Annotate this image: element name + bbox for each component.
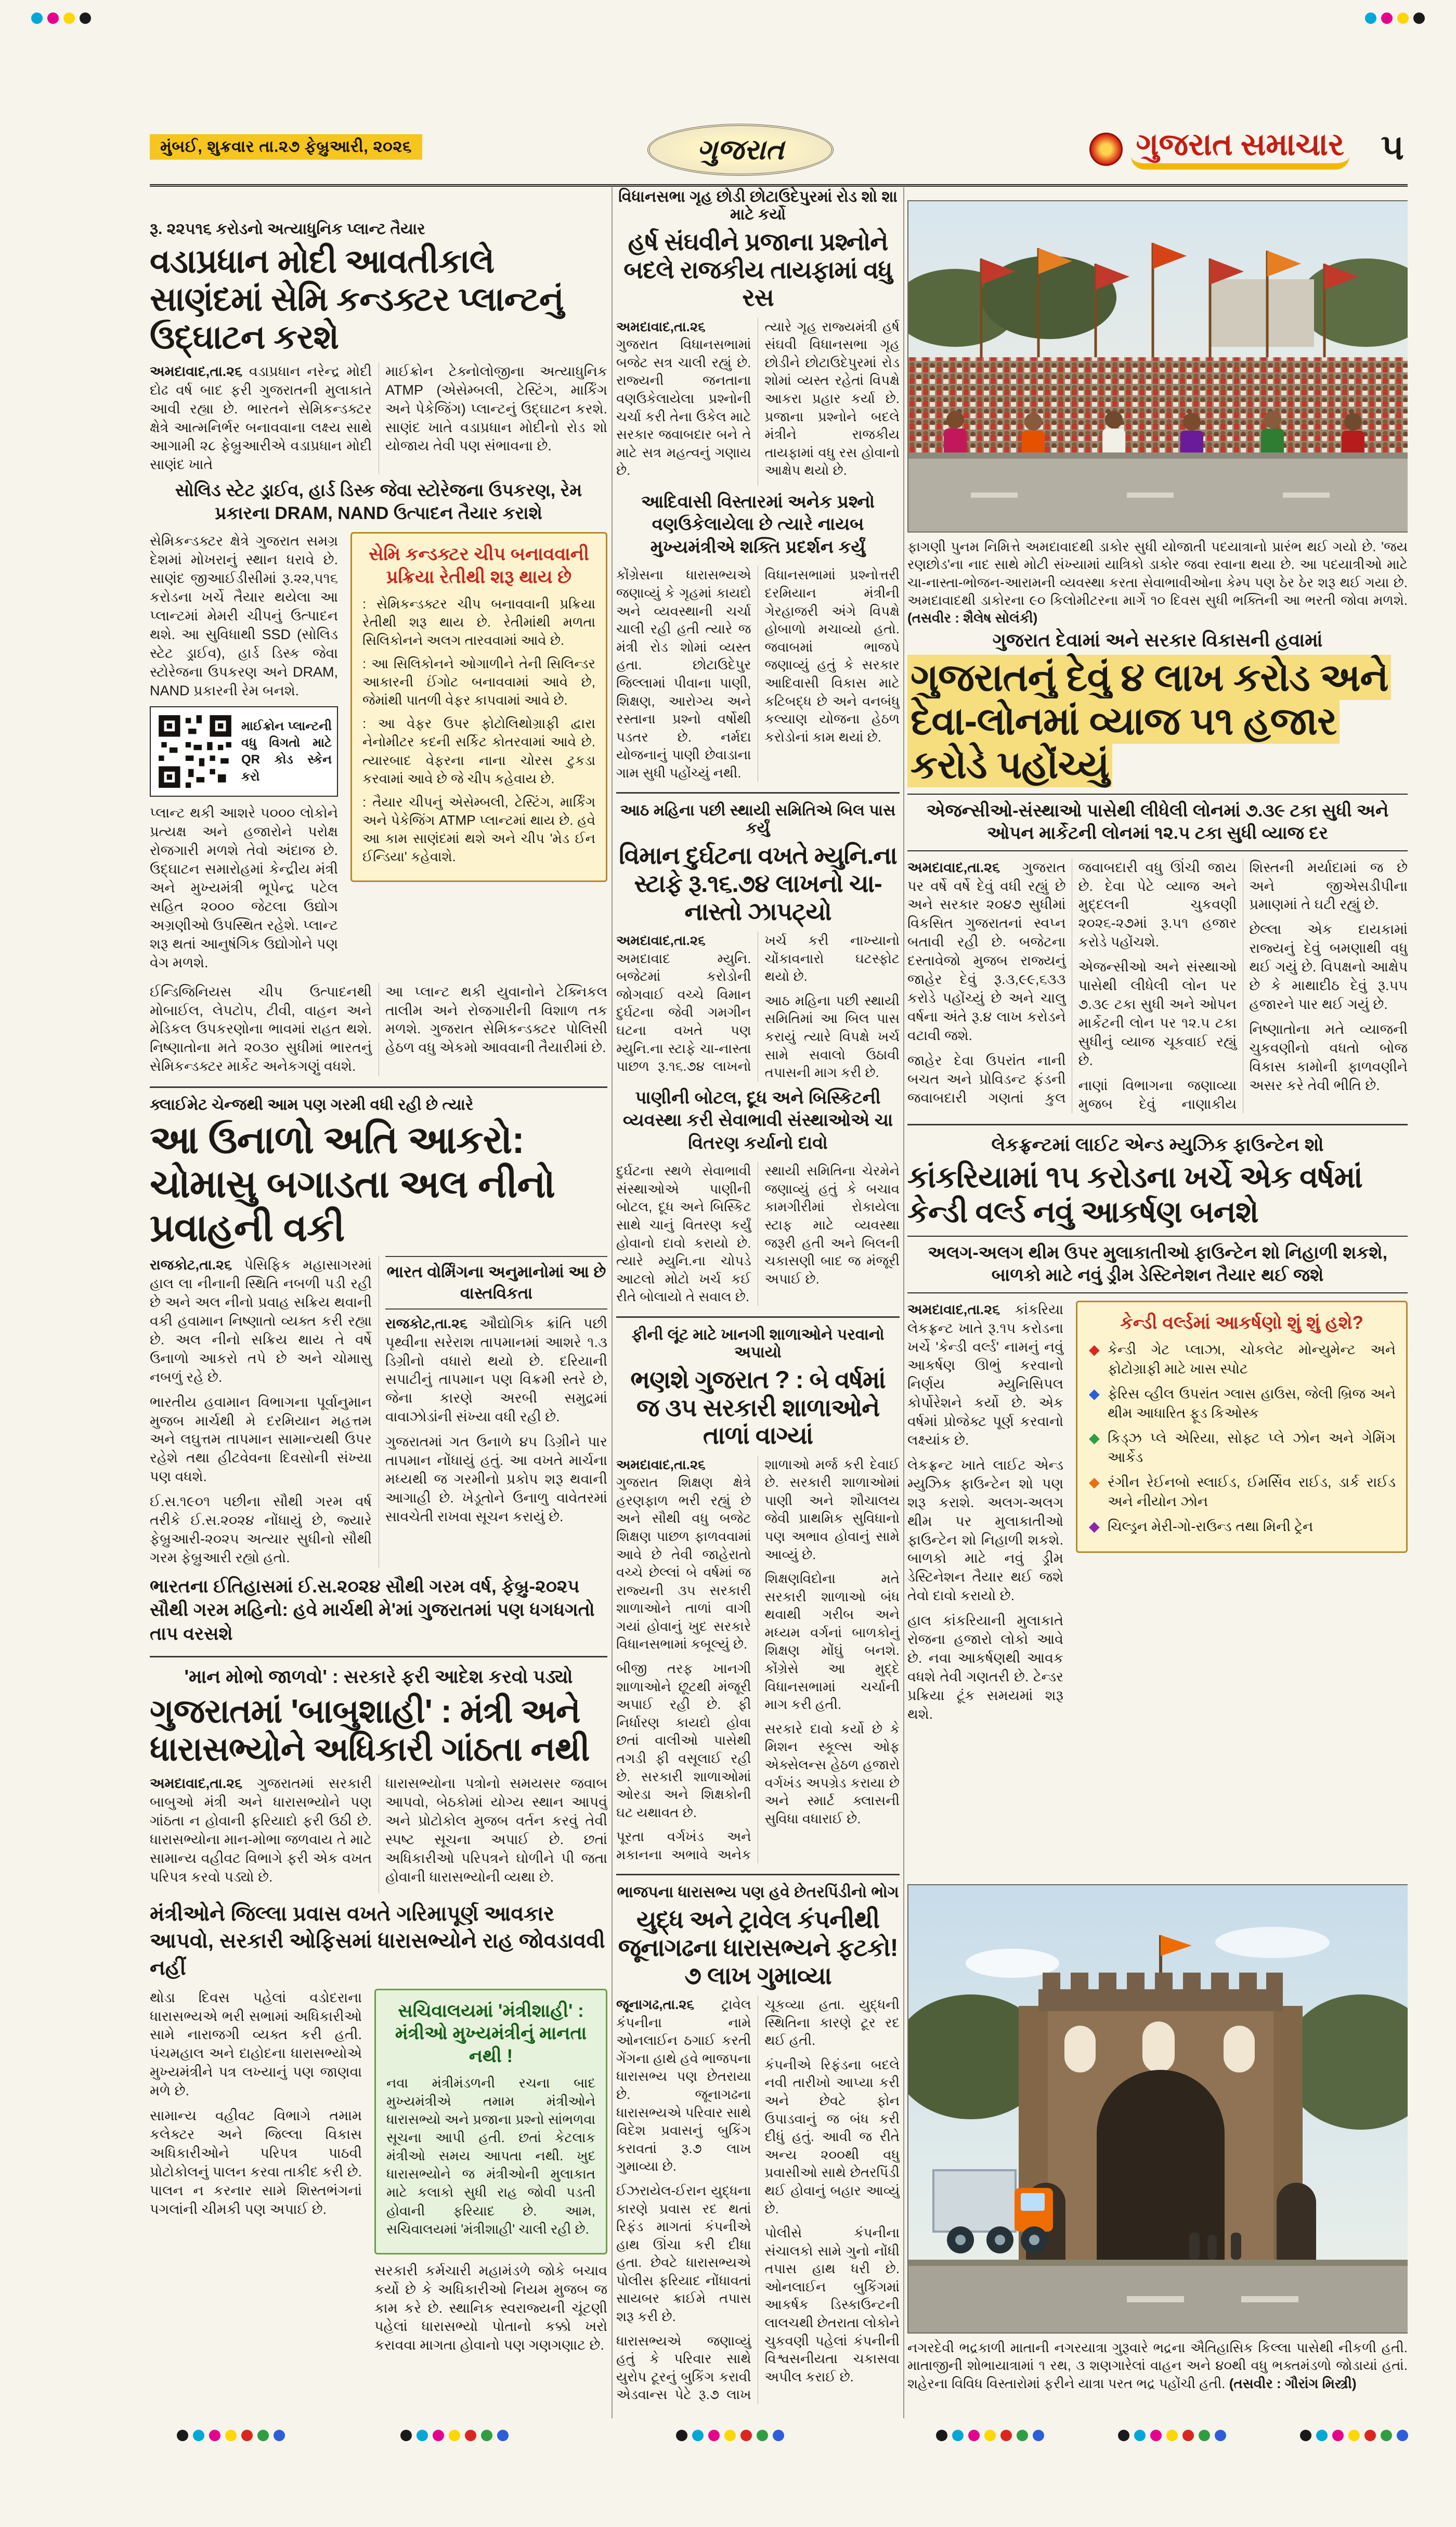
article-body (616, 1456, 900, 1864)
print-color-strip (177, 2430, 285, 2441)
body-paragraph: આઠ મહિના પછી સ્થાયી સમિતિમાં આ બિલ પાસ કરાયું ત્યારે વિપક્ષે ખર્ચ સામે સવાલો ઉઠાવી તપાસની માગ કરી છે. (764, 992, 900, 1081)
article-body (150, 1989, 362, 2225)
body-paragraph (150, 1774, 372, 1886)
kicker: ભાજપના ધારાસભ્ય પણ હવે છેતરપિંડીનો ભોગ (617, 1884, 899, 1901)
article-body (616, 566, 900, 782)
kicker: 'માન મોભો જાળવો' : સરકારે ફરી આદેશ કરવો પડ્યો (184, 1666, 573, 1688)
headline (907, 656, 1408, 787)
article-body (150, 1774, 607, 1893)
dateline: અમદાવાદ,તા.૨૬ (616, 932, 706, 949)
dateline: અમદાવાદ,તા.૨૬ (150, 1776, 243, 1792)
box-body: નવા મંત્રીમંડળની રચના બાદ મુખ્યમંત્રીએ તમામ મંત્રીઓને ધારાસભ્યો અને પ્રજાના પ્રશ્નો સાંભળવા સૂચના આપી હતી. છતાં કેટલાક મંત્રીઓ સમય આપતા નથી. ખુદ ધારાસભ્યોને જ મંત્રીઓની મુલાકાત માટે કલાકો સુધી રાહ જોવી પડતી હોવાની ફરિયાદ છે. આમ, સચિવાલયમાં 'મંત્રીશાહી' ચાલી રહી છે. (386, 2075, 595, 2237)
body-paragraph: સરકારી કર્મચારી મહામંડળે જોકે બચાવ કર્યો છે કે અધિકારીઓ નિયમ મુજબ જ કામ કરે છે. સ્થાનિક સ્વરાજ્યની ચૂંટણી પહેલાં ધારાસભ્યો પોતાનો કક્કો ખરો કરાવવા માગતા હોવાનો પણ ગણગણાટ છે. (374, 2262, 607, 2353)
article-body (616, 1995, 900, 2404)
article-muni-tea-bill (616, 792, 900, 1306)
photo-caption (907, 2339, 1408, 2392)
body-paragraph: લેકફ્રન્ટ ખાતે લાઈટ એન્ડ મ્યુઝિક ફાઉન્ટેન શો પણ શરૂ કરાશે. અલગ-અલગ થીમ પર મુલાકાતીઓ ફાઉન્ટેન શો નિહાળી શકશે. બાળકો માટે નવું ડ્રીમ ડેસ્ટિનેશન તૈયાર થઈ જશે તેવો દાવો કરાયો છે. (907, 1457, 1063, 1604)
subheadline: અલગ-અલગ થીમ ઉપર મુલાકાતીઓ ફાઉન્ટેન શો નિહાળી શકશે, બાળકો માટે નવું ડ્રીમ ડેસ્ટિનેશન તૈયાર થઈ જશે (907, 1236, 1408, 1293)
print-color-strip (1118, 2430, 1226, 2441)
body-paragraph: નિષ્ણાતોના મતે વ્યાજની ચુકવણીનો વધતો બોજ વિકાસ કામોની ફાળવણીને અસર કરે તેવી ભીતિ છે. (1249, 1021, 1408, 1093)
body-paragraph (616, 1456, 751, 1653)
article-babushahi (150, 1656, 607, 2361)
masthead-emblem-icon (1089, 133, 1123, 166)
box-item: ◆ કેન્ડી ગેટ પ્લાઝા, ચોકલેટ મોન્યુમેન્ટ અને ફોટોગ્રાફી માટે ખાસ સ્પોટ (1088, 1340, 1396, 1378)
middle-column-group (616, 186, 900, 2418)
article-body (616, 931, 900, 1082)
body-paragraph: ધારાસભ્યોના પત્રોનો સમયસર જવાબ આપવો, બેઠકોમાં યોગ્ય સ્થાન આપવું અને પ્રોટોકોલ મુજબ વર્તન કરવું તેવી સ્પષ્ટ સૂચના અપાઈ છે. છતાં અધિકારીઓ પરિપત્રને ઘોળીને પી જતા હોવાની ધારાસભ્યોની વ્યથા છે. (385, 1776, 607, 1885)
body-paragraph (385, 1315, 607, 1427)
headline: આ ઉનાળો અતિ આકરો: ચોમાસુ બગાડતા અલ નીનો પ્રવાહની વકી (150, 1118, 555, 1249)
box-item: ◆ ફેરિસ વ્હીલ ઉપરાંત ગ્લાસ હાઉસ, જેલી બ્રિજ અને થીમ આધારિત ફૂડ કિઓસ્ક (1088, 1384, 1396, 1422)
box-item: : સેમિકન્ડક્ટર ચીપ બનાવવાની પ્રક્રિયા રેતીથી શરૂ થાય છે. રેતીમાંથી મળતા સિલિકોનને અલગ તારવવામાં આવે છે. (362, 595, 595, 649)
article-gujarat-debt (907, 629, 1408, 1114)
photo-caption (907, 538, 1408, 627)
body-text: ગુજરાતમાં સરકારી બાબુઓ મંત્રી અને ધારાસભ્યોને પણ ગાંઠતા ન હોવાની ફરિયાદો ફરી ઉઠી છે. ધારાસભ્યોના માન-મોભા જળવાય તે માટે સામાન્ય વહીવટ વિભાગે ફરી એક વખત પરિપત્ર કરવો પડ્યો છે. (150, 1776, 372, 1885)
article-columns (907, 1301, 1408, 1730)
photo-credit: (તસવીર : શૈલેષ સોલંકી) (907, 610, 1038, 626)
subheadline: સોલિડ સ્ટેટ ડ્રાઈવ, હાર્ડ ડિસ્ક જેવા સ્ટોરેજના ઉપકરણ, રેમ પ્રકારના DRAM, NAND ઉત્પાદન તૈયાર કરાશે (175, 481, 582, 523)
right-column-group (907, 200, 1408, 2418)
headline: કાંકરિયામાં ૧૫ કરોડના ખર્ચે એક વર્ષમાં કેન્ડી વર્લ્ડ નવું આકર્ષણ બનશે (907, 1160, 1362, 1229)
article-body (150, 1256, 607, 1567)
kicker: વિધાનસભા ગૃહ છોડી છોટાઉદેપુરમાં રોડ શો શા માટે કર્યો (618, 188, 898, 223)
kicker: આઠ મહિના પછી સ્થાયી સમિતિએ બિલ પાસ કર્યું (620, 802, 896, 837)
body-paragraph (616, 318, 751, 480)
body-paragraph: નાણાં વિભાગના જણાવ્યા મુજબ દેવું નાણાકીય શિસ્તની મર્યાદામાં જ છે અને જીએસડીપીના પ્રમાણમાં તે ઘટી રહ્યું છે. (1078, 859, 1408, 1112)
body-paragraph: પોલીસે કંપનીના સંચાલકો સામે ગુનો નોંધી તપાસ હાથ ધરી છે. ઓનલાઈન બુકિંગમાં આકર્ષક ડિસ્કાઉન્ટની લાલચથી છેતરાતા લોકોને ચુકવણી પહેલાં કંપનીની વિશ્વસનીયતા ચકાસવા અપીલ કરાઈ છે. (764, 2225, 900, 2385)
kicker: ફીની લૂંટ માટે ખાનગી શાળાઓને પરવાનો અપાયો (631, 1326, 885, 1361)
headline: યુદ્ધ અને ટ્રાવેલ કંપનીથી જૂનાગઢના ધારાસભ્યને ફટકો! ૭ લાખ ગુમાવ્યા (618, 1906, 898, 1989)
body-text: વડાપ્રધાન નરેન્દ્ર મોદી દોઢ વર્ષ બાદ ફરી ગુજરાતની મુલાકાતે આવી રહ્યા છે. ભારતને સેમિકન્ડક્ટર ક્ષેત્રે આત્મનિર્ભર બનાવવાના લક્ષ્ય સાથે આગામી ૨૮ ફેબ્રુઆરીએ વડાપ્રધાન મોદી સાણંદ ખાતે (150, 363, 372, 473)
body-paragraph: જાહેર દેવા ઉપરાંત નાની બચત અને પ્રોવિડન્ટ ફંડની જવાબદારી ગણતાં કુલ જવાબદારી વધુ ઊંચી જાય છે. દેવા પેટે વ્યાજ અને મુદ્દલની ચુકવણી ૨૦૨૬-૨૭માં રૂ.૫૧ હજાર કરોડે પહોંચશે. (907, 859, 1237, 1106)
body-paragraph: ત્યારે ગૃહ રાજ્યમંત્રી હર્ષ સંઘવી વિધાનસભા ગૃહ છોડીને છોટાઉદેપુરમાં રોડ શોમાં વ્યસ્ત રહેતાં વિપક્ષે આકરા પ્રહાર કર્યા છે. પ્રજાના પ્રશ્નોને બદલે મંત્રીને રાજકીય તાયફામાં વધુ રસ હોવાનો આક્ષેપ થયો છે. (764, 318, 900, 478)
article-kankaria-candy-world (907, 1124, 1408, 1730)
kicker: ગુજરાત દેવામાં અને સરકાર વિકાસની હવામાં (992, 629, 1323, 651)
box-title: સચિવાલયમાં 'મંત્રીશાહી' : મંત્રીઓ મુખ્યમંત્રીનું માનતા નથી ! (395, 2000, 587, 2067)
subheadline: એજન્સીઓ-સંસ્થાઓ પાસેથી લીધેલી લોનમાં ૭.૩૯ ટકા સુધી અને ઓપન માર્કેટની લોનમાં ૧૨.૫ ટકા સુધી વ્યાજ દર (907, 794, 1408, 851)
box-item: ◆ કિડ્ઝ પ્લે એરિયા, સોફ્ટ પ્લે ઝોન અને ગેમિંગ આર્કેડ (1088, 1429, 1396, 1467)
body-paragraph: શિક્ષણવિદોના મતે સરકારી શાળાઓ બંધ થવાથી ગરીબ અને મધ્યમ વર્ગનાં બાળકોનું શિક્ષણ મોંઘું બનશે. કોંગ્રેસે આ મુદ્દે વિધાનસભામાં ચર્ચાની માગ કરી હતી. (764, 1571, 900, 1713)
body-paragraph (907, 1301, 1063, 1450)
body-paragraph: ગુજરાતમાં ગત ઉનાળે ૪૫ ડિગ્રીને પાર તાપમાન નોંધાયું હતું. આ વખતે માર્ચના મધ્યથી જ ગરમીનો પ્રકોપ શરૂ થવાની આગાહી છે. ખેડૂતોને ઉનાળુ વાવેતરમાં સાવચેતી રાખવા સૂચન કરાયું છે. (385, 1434, 607, 1524)
body-text: ઔદ્યોગિક ક્રાંતિ પછી પૃથ્વીના સરેરાશ તાપમાનમાં આશરે ૧.૩ ડિગ્રીનો વધારો થયો છે. દરિયાની સપાટીનું તાપમાન પણ વિક્રમી સ્તરે છે, જેના કારણે અરબી સમુદ્રમાં વાવાઝોડાંની સંખ્યા વધી રહી છે. (385, 1315, 607, 1425)
body-paragraph: પૂરતા વર્ગખંડ અને મકાનના અભાવે અનેક શાળાઓ મર્જ કરી દેવાઈ છે. સરકારી શાળાઓમાં પાણી અને શૌચાલય જેવી પ્રાથમિક સુવિધાનો પણ અભાવ હોવાનું સામે આવ્યું છે. (616, 1456, 900, 1862)
body-paragraph: પ્લાન્ટ થકી આશરે ૫૦૦૦ લોકોને પ્રત્યક્ષ અને હજારોને પરોક્ષ રોજગારી મળશે તેવો અંદાજ છે. ઉદ્ઘાટન સમારોહમાં કેન્દ્રીય મંત્રી અને મુખ્યમંત્રી ભૂપેન્દ્ર પટેલ સહિત ૨૦૦૦ જેટલા ઉદ્યોગ અગ્રણીઓ ઉપસ્થિત રહેશે. પ્લાન્ટ શરૂ થતાં આનુષંગિક ઉદ્યોગોને પણ વેગ મળશે. (150, 805, 338, 970)
body-paragraph: કંપનીએ રિફંડના બદલે નવી તારીખો આપ્યા કરી અને છેવટે ફોન ઉપાડવાનું જ બંધ કરી દીધું હતું. આવી જ રીતે અન્ય ૨૦૦થી વધુ પ્રવાસીઓ સાથે છેતરપિંડી થઈ હોવાનું બહાર આવ્યું છે. (764, 2056, 900, 2217)
body-paragraph: સરકારે દાવો કર્યો છે કે મિશન સ્કૂલ્સ ઓફ એક્સેલન્સ હેઠળ હજારો વર્ગખંડ અપગ્રેડ કરાયા છે અને સ્માર્ટ ક્લાસની સુવિધા વધારાઈ છે. (764, 1720, 900, 1826)
dateline: અમદાવાદ,તા.૨૬ (907, 1301, 1000, 1317)
photo-credit: (તસવીર : ગૌરાંગ મિસ્ત્રી) (1229, 2375, 1357, 2391)
body-paragraph: છેલ્લા એક દાયકામાં રાજ્યનું દેવું બમણાથી વધુ થઈ ગયું છે. વિપક્ષનો આક્ષેપ છે કે માથાદીઠ દેવું રૂ.૫૫ હજારને પાર થઈ ગયું છે. (1249, 922, 1408, 1013)
body-text: ગુજરાત શિક્ષણ ક્ષેત્રે હરણફાળ ભરી રહ્યું છે અને સૌથી વધુ બજેટ શિક્ષણ પાછળ ફાળવવામાં આવે છે તેવી જાહેરાતો વચ્ચે છેલ્લાં બે વર્ષમાં જ રાજ્યની ૩૫ સરકારી શાળાઓને તાળાં વાગી ગયાં હોવાનું ખુદ સરકારે વિધાનસભામાં કબૂલ્યું છે. (616, 1474, 751, 1652)
body-text: પેસિફિક મહાસાગરમાં હાલ લા નીનાની સ્થિતિ નબળી પડી રહી છે અને અલ નીનો પ્રવાહ સક્રિય થવાની વકી હવામાન નિષ્ણાતો વ્યક્ત કરી રહ્યા છે. અલ નીનો સક્રિય થાય તે વર્ષે ઉનાળો આકરો તપે છે અને ચોમાસુ નબળું રહે છે. (150, 1257, 372, 1385)
left-column-group (150, 218, 607, 2418)
article-body (374, 2262, 607, 2355)
article-body (150, 532, 338, 978)
body-paragraph (150, 362, 372, 474)
body-paragraph: સ્થાયી સમિતિના ચેરમેને જણાવ્યું હતું કે બચાવ કામગીરીમાં રોકાયેલા સ્ટાફ માટે વ્યવસ્થા જરૂરી હતી અને બિલની ચકાસણી બાદ જ મંજૂરી અપાઈ છે. (764, 1163, 900, 1287)
body-paragraph (150, 1256, 372, 1386)
registration-marks (31, 12, 91, 24)
body-paragraph (907, 859, 1066, 1045)
article-body (907, 1301, 1063, 1730)
qr-code (156, 712, 234, 791)
gate-photo-illustration (907, 1884, 1408, 2334)
body-paragraph (616, 1995, 751, 2175)
article-harsh-sanghvi (616, 188, 900, 782)
body-paragraph: ઈન્ડિજિનિયસ ચીપ ઉત્પાદનથી મોબાઈલ, લેપટોપ, ટીવી, વાહન અને મેડિકલ ઉપકરણોના ભાવમાં રાહત થશે. નિષ્ણાતોના મતે ૨૦૩૦ સુધીમાં ભારતનું સેમિકન્ડક્ટર માર્કેટ અનેકગણું વધશે. (150, 983, 372, 1074)
gate-photo (907, 1884, 1408, 2392)
headline: ભણશે ગુજરાત ? : બે વર્ષમાં જ ૩૫ સરકારી શાળાઓને તાળાં વાગ્યાં (630, 1365, 886, 1449)
body-paragraph: ધારાસભ્યએ જણાવ્યું હતું કે પરિવાર સાથે યુરોપ ટૂરનું બુકિંગ કરાવી એડવાન્સ પેટે રૂ.૭ લાખ ચૂકવ્યા હતા. યુદ્ધની સ્થિતિના કારણે ટૂર રદ થઈ હતી. (616, 1997, 900, 2403)
procession-photo-illustration (907, 200, 1408, 533)
registration-marks (1365, 12, 1425, 24)
body-paragraph: હાલ કાંકરિયાની મુલાકાતે રોજના હજારો લોકો આવે છે. નવા આકર્ષણથી આવક વધશે તેવી ગણતરી છે. ટેન્ડર પ્રક્રિયા ટૂંક સમયમાં શરૂ થશે. (907, 1613, 1063, 1722)
dateline: રાજકોટ,તા.૨૬ (385, 1315, 468, 1331)
body-text: ગુજરાત પર વર્ષે વર્ષે દેવું વધી રહ્યું છે અને સરકાર ૨૦૪૭ સુધીમાં વિકસિત ગુજરાતનાં સ્વપ્ન બતાવી રહી છે. બજેટના દસ્તાવેજો મુજબ રાજ્યનું જાહેર દેવું રૂ.૩,૯૯,૬૩૩ કરોડે પહોંચ્યું છે અને ચાલુ વર્ષના અંતે રૂ.૪ લાખ કરોડને વટાવી જશે. (907, 859, 1066, 1043)
procession-photo (907, 200, 1408, 627)
article-body (616, 1162, 900, 1306)
qr-panel (150, 706, 338, 797)
body-paragraph: એજન્સીઓ અને સંસ્થાઓ પાસેથી લીધેલી લોન પર ૭.૩૯ ટકા સુધી અને ઓપન માર્કેટની લોન પર ૧૨.૫ ટકા સુધીનું વ્યાજ ચૂકવાઈ રહ્યું છે. (1078, 959, 1237, 1068)
body-paragraph: આ પ્લાન્ટ થકી યુવાનોને ટેક્નિકલ તાલીમ અને રોજગારીની વિશાળ તક મળશે. ગુજરાત સેમિકન્ડક્ટર પોલિસી હેઠળ વધુ એકમો આવવાની તૈયારીમાં છે. (385, 983, 607, 1056)
kicker: રૂ. ૨૨૫૧૬ કરોડનો અત્યાધુનિક પ્લાન્ટ તૈયાર (150, 221, 425, 238)
body-paragraph: વિધાનસભામાં પ્રશ્નોત્તરી દરમિયાન મંત્રીની ગેરહાજરી અંગે વિપક્ષે હોબાળો મચાવ્યો હતો. જવાબમાં ભાજપે જણાવ્યું હતું કે સરકાર આદિવાસી વિકાસ માટે કટિબદ્ધ છે અને વનબંધુ કલ્યાણ યોજના હેઠળ કરોડોનાં કામ થયાં છે. (764, 567, 900, 745)
headline: હર્ષ સંઘવીને પ્રજાના પ્રશ્નોને બદલે રાજકીય તાયફામાં વધુ રસ (623, 228, 892, 312)
print-color-strip (936, 2430, 1044, 2441)
page-number: ૫ (1381, 127, 1404, 167)
print-color-strip (676, 2430, 784, 2441)
kicker: ક્લાઈમેટ ચેન્જથી આમ પણ ગરમી વધી રહી છે ત્યારે (150, 1096, 474, 1114)
qr-caption: માઈક્રોન પ્લાન્ટની વધુ વિગતો માટે QR કોડ સ્કેન કરો (241, 719, 332, 784)
headline-highlight: ગુજરાતનું દેવું ૪ લાખ કરોડ અને દેવા-લોનમાં વ્યાજ ૫૧ હજાર કરોડે પહોંચ્યું (907, 655, 1391, 788)
masthead-logo: ગુજરાત સમાચાર (1131, 129, 1349, 170)
article-sidebar (374, 1989, 607, 2362)
section-title: ગુજરાત (697, 134, 784, 165)
headline: વડાપ્રધાન મોદી આવતીકાલે સાણંદમાં સેમિ કન્ડક્ટર પ્લાન્ટનું ઉદ્ઘાટન કરશે (150, 242, 564, 356)
gate-photo-block (907, 1881, 1408, 2392)
body-text: અમદાવાદ મ્યુનિ. બજેટમાં કરોડોની જોગવાઈ વચ્ચે વિમાન દુર્ઘટના જેવી ગમગીન ઘટના વખતે પણ મ્યુનિ.ના સ્ટાફે ચા-નાસ્તા પાછળ રૂ.૧૬.૭૪ લાખનો ખર્ચ કરી નાખ્યાનો ચોંકાવનારો ઘટસ્ફોટ થયો છે. (616, 932, 900, 1074)
article-mla-travel-fraud (616, 1874, 900, 2403)
body-text: કાંકરિયા લેકફ્રન્ટ ખાતે રૂ.૧૫ કરોડના ખર્ચે 'કેન્ડી વર્લ્ડ' નામનું નવું આકર્ષણ ઊભું કરવાનો નિર્ણય મ્યુનિસિપલ કોર્પોરેશને કર્યો છે. એક વર્ષમાં પ્રોજેક્ટ પૂર્ણ કરવાનો લક્ષ્યાંક છે. (907, 1301, 1063, 1448)
caption-text: નગરદેવી ભદ્રકાળી માતાની નગરયાત્રા ગુરૂવારે ભદ્રના ઐતિહાસિક કિલ્લા પાસેથી નીકળી હતી. માતાજીની શોભાયાત્રામાં ૧ રથ, ૩ શણગારેલાં વાહન અને ૪૦થી વધુ ભક્તમંડળો જોડાયાં હતાં. શહેરના વિવિધ વિસ્તારોમાં ફરીને યાત્રા પરત ભદ્ર પહોંચી હતી. (907, 2340, 1408, 2391)
body-text: ગુજરાત વિધાનસભામાં બજેટ સત્ર ચાલી રહ્યું છે. રાજ્યની જનતાના વણઉકેલાયેલા પ્રશ્નોની ચર્ચા કરી તેના ઉકેલ માટે સરકાર જવાબદાર બને તે માટે સત્ર મહત્વનું ગણાય છે. (616, 336, 751, 478)
box-item: : આ વેફર ઉપર ફોટોલિથોગ્રાફી દ્વારા નેનોમીટર કદની સર્કિટ કોતરવામાં આવે છે. ત્યારબાદ વેફરના નાના ચોરસ ટુકડા કરવામાં આવે છે જે ચીપ કહેવાય છે. (362, 716, 595, 786)
box-item: ◆ રંગીન રેઈનબો સ્લાઈડ, ઈમર્સિવ રાઈડ, ડાર્ક રાઈડ અને નીયોન ઝોન (1088, 1473, 1396, 1511)
subheadline: આદિવાસી વિસ્તારમાં અનેક પ્રશ્નો વણઉકેલાયેલા છે ત્યારે નાયબ મુખ્યમંત્રીએ શક્તિ પ્રદર્શન કર્યું (641, 491, 875, 557)
box-title: કેન્ડી વર્લ્ડમાં આકર્ષણો શું શું હશે? (1120, 1312, 1363, 1333)
dateline: અમદાવાદ,તા.૨૬ (150, 363, 243, 379)
infobox-candy-world (1076, 1301, 1408, 1553)
box-item: : આ સિલિકોનને ઓગાળીને તેની સિલિન્ડર આકારની ઈંગોટ બનાવવામાં આવે છે, જેમાંથી પાતળી વેફર કાપવામાં આવે છે. (362, 656, 595, 708)
article-columns (150, 1989, 607, 2362)
article-body (150, 362, 607, 474)
standfirst: ભારતના ઈતિહાસમાં ઈ.સ.૨૦૨૪ સૌથી ગરમ વર્ષ, ફેબ્રુ-૨૦૨૫ સૌથી ગરમ મહિનો: હવે માર્ચથી મે'માં ગુજરાતમાં પણ ધગધગતો તાપ વરસશે (150, 1576, 595, 1644)
column-rule (612, 187, 613, 2418)
masthead (1089, 129, 1349, 170)
article-columns (150, 532, 607, 978)
article-body (907, 859, 1408, 1114)
box-title: સેમિ કન્ડક્ટર ચીપ બનાવવાની પ્રક્રિયા રેતીથી શરૂ થાય છે (369, 544, 589, 588)
standfirst: મંત્રીઓને જિલ્લા પ્રવાસ વખતે ગરિમાપૂર્ણ આવકાર આપવો, સરકારી ઓફિસમાં ધારાસભ્યોને રાહ જોવડાવવી નહીં (150, 1902, 605, 1979)
section-banner (647, 124, 834, 176)
dateline: અમદાવાદ,તા.૨૬ (616, 1456, 706, 1472)
body-paragraph: ભારતીય હવામાન વિભાગના પૂર્વાનુમાન મુજબ માર્ચથી મે દરમિયાન મહત્તમ અને લઘુત્તમ તાપમાન સામાન્યથી ઉપર રહેશે તથા હીટવેવના દિવસોની સંખ્યા પણ વધશે. (150, 1394, 372, 1485)
body-paragraph: માઈક્રોન ટેક્નોલોજીના અત્યાધુનિક ATMP (એસેમ્બલી, ટેસ્ટિંગ, માર્કિંગ અને પેકેજિંગ) પ્લાન્ટનું ઉદ્ઘાટન કરશે. સાણંદ ખાતે વડાપ્રધાન મોદીનો રોડ શો યોજાય તેવી પણ સંભાવના છે. (385, 363, 607, 454)
body-paragraph: ઈ.સ.૧૯૦૧ પછીના સૌથી ગરમ વર્ષ તરીકે ઈ.સ.૨૦૨૪ નોંધાયું છે, જ્યારે ફેબ્રુઆરી-૨૦૨૫ અત્યાર સુધીનો સૌથી ગરમ ફેબ્રુઆરી રહ્યો હતો. (150, 1494, 372, 1565)
dateline: રાજકોટ,તા.૨૬ (150, 1257, 232, 1273)
print-color-strip (400, 2430, 509, 2441)
article-body (616, 318, 900, 486)
body-paragraph: દુર્ઘટના સ્થળે સેવાભાવી સંસ્થાઓએ પાણીની બોટલ, દૂધ અને બિસ્કિટ સાથે ચાનું વિતરણ કર્યું હોવાનો દાવો કરાયો છે. ત્યારે મ્યુનિ.ના ચોપડે આટલો મોટો ખર્ચ કઈ રીતે બોલાયો તે સવાલ છે. (616, 1163, 751, 1305)
article-semiconductor-plant (150, 221, 607, 1076)
crosshead: ભારત વોર્મિંગના અનુમાનોમાં આ છે વાસ્તવિકતા (385, 1256, 607, 1309)
column-rule (903, 187, 904, 2418)
body-paragraph: સેમિકન્ડક્ટર ક્ષેત્રે ગુજરાત સમગ્ર દેશમાં મોખરાનું સ્થાન ધરાવે છે. સાણંદ જીઆઈડીસીમાં રૂ.૨૨,૫૧૬ કરોડના ખર્ચે તૈયાર થયેલા આ પ્લાન્ટમાં મેમરી ચીપનું ઉત્પાદન થશે. આ સુવિધાથી SSD (સોલિડ સ્ટેટ ડ્રાઈવ), હાર્ડ ડિસ્ક જેવા સ્ટોરેજના ઉપકરણ અને DRAM, NAND પ્રકારની રેમ બનશે. (150, 533, 338, 698)
subheadline: પાણીની બોટલ, દૂધ અને બિસ્કિટની વ્યવસ્થા કરી સેવાભાવી સંસ્થાઓએ ચા વિતરણ કર્યાનો દાવો (622, 1087, 893, 1153)
infobox-semiconductor-process (350, 532, 607, 882)
dateline: અમદાવાદ,તા.૨૬ (907, 859, 1000, 875)
headline: વિમાન દુર્ઘટના વખતે મ્યુનિ.ના સ્ટાફે રૂ.૧૬.૭૪ લાખનો ચા-નાસ્તો ઝાપટ્યો (619, 841, 897, 925)
body-paragraph: સામાન્ય વહીવટ વિભાગે તમામ કલેક્ટર અને જિલ્લા વિકાસ અધિકારીઓને પરિપત્ર પાઠવી પ્રોટોકોલનું પાલન કરવા તાકીદ કરી છે. પાલન ન કરનાર સામે શિસ્તભંગનાં પગલાંની ચીમકી પણ અપાઈ છે. (150, 2108, 362, 2217)
print-color-strip (1300, 2430, 1408, 2441)
caption-text: ફાગણી પુનમ નિમિત્તે અમદાવાદથી ડાકોર સુધી યોજાતી પદયાત્રાનો પ્રારંભ થઈ ગયો છે. 'જય રણછોડ'ના નાદ સાથે મોટી સંખ્યામાં યાત્રિકો ડાકોર જવા રવાના થયા છે. આ પદયાત્રીઓ માટે ચા-નાસ્તા-ભોજન-આરામની વ્યવસ્થા કરતા સેવાભાવીઓના કેમ્પ પણ ઠેર ઠેર શરૂ થઈ ગયા છે. અમદાવાદથી ડાકોરના ૯૦ કિલોમીટરના માર્ગે ૧૦ દિવસ સુધી ભક્તિની આ ભરતી જોવા મળશે. (907, 539, 1408, 608)
dateline: જૂનાગઢ,તા.૨૬ (616, 1997, 695, 2013)
body-text: ટ્રાવેલ કંપનીના નામે ઓનલાઈન ઠગાઈ કરતી ગેંગના હાથે હવે ભાજપના ધારાસભ્ય પણ છેતરાયા છે. જૂનાગઢના ધારાસભ્યએ પરિવાર સાથે વિદેશ પ્રવાસનું બુકિંગ કરાવતાં રૂ.૭ લાખ ગુમાવ્યા છે. (616, 1997, 751, 2174)
body-paragraph: થોડા દિવસ પહેલાં વડોદરાના ધારાસભ્યએ ભરી સભામાં અધિકારીઓ સામે નારાજગી વ્યક્ત કરી હતી. પંચમહાલ અને દાહોદના ધારાસભ્યોએ મુખ્યમંત્રીને પત્ર લખ્યાનું પણ જાણવા મળે છે. (150, 1989, 362, 2099)
article-body (150, 983, 607, 1077)
headline: ગુજરાતમાં 'બાબુશાહી' : મંત્રી અને ધારાસભ્યોને અધિકારી ગાંઠતા નથી (150, 1692, 590, 1768)
article-summer-el-nino (150, 1086, 607, 1645)
article-government-schools (616, 1316, 900, 1863)
dateline: અમદાવાદ,તા.૨૬ (616, 318, 706, 334)
body-paragraph: બીજી તરફ ખાનગી શાળાઓને છૂટથી મંજૂરી અપાઈ રહી છે. ફી નિર્ધારણ કાયદો હોવા છતાં વાલીઓ પાસેથી તગડી ફી વસૂલાઈ રહી છે. સરકારી શાળાઓમાં ઓરડા અને શિક્ષકોની ઘટ યથાવત છે. (616, 1661, 751, 1820)
date-banner: મુંબઈ, શુક્રવાર તા.૨૭ ફેબ્રુઆરી, ૨૦૨૬ (150, 134, 422, 160)
kicker: લેકફ્રન્ટમાં લાઈટ એન્ડ મ્યુઝિક ફાઉન્ટેન શો (991, 1134, 1324, 1156)
body-paragraph: કોંગ્રેસના ધારાસભ્યએ જણાવ્યું કે ગૃહમાં કાયદો અને વ્યવસ્થાની ચર્ચા ચાલી રહી હતી ત્યારે જ મંત્રી રોડ શોમાં વ્યસ્ત હતા. છોટાઉદેપુર જિલ્લામાં પીવાના પાણી, શિક્ષણ, આરોગ્ય અને રસ્તાના પ્રશ્નો વર્ષોથી પડતર છે. નર્મદા યોજનાનું પાણી છેવાડાના ગામ સુધી પહોંચ્યું નથી. (616, 567, 751, 781)
infobox-mantrishahi (374, 1989, 607, 2254)
box-item: : તૈયાર ચીપનું એસેમ્બલી, ટેસ્ટિંગ, માર્કિંગ અને પેકેજિંગ ATMP પ્લાન્ટમાં થાય છે. હવે આ કામ સાણંદમાં થશે અને ચીપ 'મેડ ઈન ઈન્ડિયા' કહેવાશે. (362, 794, 595, 865)
body-paragraph: ઈઝરાયેલ-ઈરાન યુદ્ધના કારણે પ્રવાસ રદ થતાં રિફંડ માગતાં કંપનીએ હાથ ઊંચા કરી દીધા હતા. છેવટે ધારાસભ્યએ પોલીસ ફરિયાદ નોંધાવતાં સાયબર ક્રાઈમે તપાસ શરૂ કરી છે. (616, 2182, 751, 2324)
box-item: ◆ ચિલ્ડ્રન મેરી-ગો-રાઉન્ડ તથા મિની ટ્રેન (1088, 1517, 1396, 1536)
